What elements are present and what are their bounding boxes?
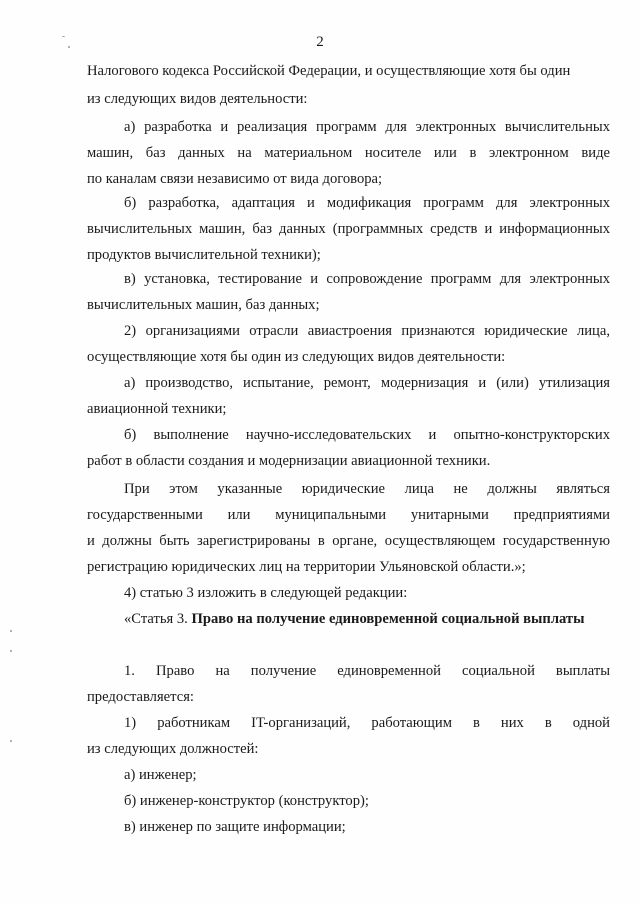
list-item-line: б) инженер-конструктор (конструктор); [124, 793, 369, 809]
text-line: регистрацию юридических лиц на территории Ульяновской области.»; [87, 559, 526, 575]
article-heading [124, 610, 585, 628]
list-item-line: а) разработка и реализация программ для электронных вычислительных [124, 119, 610, 135]
text-line: государственными или муниципальными унитарными предприятиями [87, 507, 610, 523]
paragraph-line: 1. Право на получение единовременной социальной выплаты [124, 663, 610, 679]
text-line: машин, баз данных на материальном носителе или в электронном виде [87, 145, 610, 161]
text-line: по каналам связи независимо от вида договора; [87, 171, 383, 187]
text-line: и должны быть зарегистрированы в органе, осуществляющем государственную [87, 533, 610, 549]
page-number: 2 [316, 34, 324, 50]
list-item-line: 2) организациями отрасли авиастроения признаются юридические лица, [124, 323, 610, 339]
text-line: из следующих должностей: [87, 741, 259, 757]
text-line: вычислительных машин, баз данных; [87, 297, 320, 313]
paragraph-line: При этом указанные юридические лица не должны являться [124, 481, 610, 497]
text-line: авиационной техники; [87, 401, 227, 417]
list-item-line: 1) работникам IT-организаций, работающим в них в одной [124, 715, 610, 731]
article-number: «Статья 3. [124, 611, 192, 627]
text-line: осуществляющие хотя бы один из следующих видов деятельности: [87, 349, 506, 365]
scan-speck [68, 46, 70, 48]
list-item-line: б) разработка, адаптация и модификация программ для электронных [124, 195, 610, 211]
paragraph-line: 4) статью 3 изложить в следующей редакции: [124, 585, 408, 601]
list-item-line: а) производство, испытание, ремонт, модернизация и (или) утилизация [124, 375, 610, 391]
text-line: вычислительных машин, баз данных (программных средств и информационных [87, 221, 610, 237]
list-item-line: а) инженер; [124, 767, 197, 783]
article-title: Право на получение единовременной социальной выплаты [191, 611, 585, 627]
list-item-line: в) инженер по защите информации; [124, 819, 346, 835]
text-line: продуктов вычислительной техники); [87, 247, 321, 263]
list-item-line: б) выполнение научно-исследовательских и опытно-конструкторских [124, 427, 610, 443]
text-line: предоставляется: [87, 689, 194, 705]
scan-speck [62, 36, 65, 37]
scan-speck [10, 740, 12, 742]
scan-speck [10, 630, 12, 632]
text-line: Налогового кодекса Российской Федерации, и осуществляющие хотя бы один [87, 63, 571, 79]
text-line: работ в области создания и модернизации авиационной техники. [87, 453, 491, 469]
text-line: из следующих видов деятельности: [87, 91, 308, 107]
scan-speck [10, 650, 12, 652]
list-item-line: в) установка, тестирование и сопровождение программ для электронных [124, 271, 610, 287]
